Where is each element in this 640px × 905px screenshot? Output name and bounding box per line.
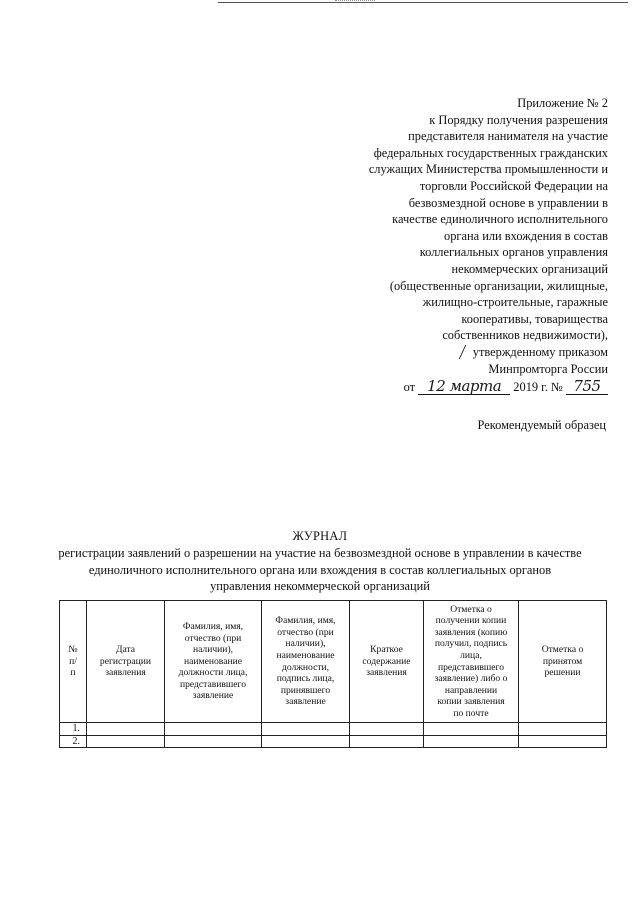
appendix-line: качестве единоличного исполнительного <box>392 212 608 227</box>
column-header-line: копии заявления <box>437 696 505 708</box>
journal-subtitle <box>0 545 640 594</box>
appendix-line: служащих Министерства промышленности и <box>368 162 608 177</box>
column-header-line: отчество (при <box>184 632 242 644</box>
journal-subtitle-line: управления некоммерческой организаций <box>210 579 430 594</box>
journal-subtitle-line: регистрации заявлений о разрешении на участие на безвозмездной основе в управлении в качестве <box>58 546 582 561</box>
table-cell <box>519 735 607 748</box>
appendix-line: представителя нанимателя на участие <box>408 129 608 144</box>
column-header-line: подпись лица, <box>276 673 335 685</box>
journal-heading <box>0 528 640 595</box>
table-cell <box>350 735 424 748</box>
appendix-line: к Порядку получения разрешения <box>429 112 608 127</box>
column-header <box>165 601 262 723</box>
journal-table <box>59 600 607 748</box>
column-header-line: Фамилия, имя, <box>275 615 336 627</box>
column-header <box>262 601 350 723</box>
appendix-line: собственников недвижимости), <box>442 328 608 343</box>
column-header-line: Отметка о <box>541 644 584 656</box>
column-header-line: принятом <box>542 655 583 667</box>
appendix-line: коллегиальных органов управления <box>419 245 608 260</box>
column-header-line: заявление <box>285 696 326 708</box>
column-header-line: наименование <box>276 649 335 661</box>
column-header-line: получил, подпись <box>434 638 508 650</box>
column-header-line: должности, <box>281 661 330 673</box>
table-cell <box>87 723 165 736</box>
appendix-line: Приложение № 2 <box>517 96 608 110</box>
column-header-line: п <box>70 667 76 679</box>
table-body <box>60 723 607 748</box>
column-header-line: получении копии <box>435 615 507 627</box>
row-number-cell: 2. <box>60 735 87 748</box>
column-header-line: наличии), <box>285 638 326 650</box>
appendix-line: безвозмездной основе в управлении в <box>408 195 608 210</box>
order-prefix: от <box>403 380 416 395</box>
column-header <box>519 601 607 723</box>
column-header-line: № <box>68 644 78 656</box>
column-header-line: отчество (при <box>277 626 334 638</box>
table-cell <box>262 723 350 736</box>
recommended-sample-label: Рекомендуемый образец <box>477 418 606 432</box>
column-header-line: Фамилия, имя, <box>182 620 244 632</box>
column-header-line: представившего <box>437 661 505 673</box>
column-header-line: по почте <box>453 707 489 719</box>
column-header-line: заявления <box>105 667 146 679</box>
appendix-lines <box>318 95 608 377</box>
column-header-line: Краткое <box>370 644 403 656</box>
table-cell <box>350 723 424 736</box>
handwritten-order-date: 12 марта <box>418 378 510 395</box>
appendix-line: утвержденному приказом <box>472 344 608 359</box>
table-cell <box>519 723 607 736</box>
column-header-line: заявление) либо о <box>434 673 508 685</box>
appendix-line: жилищно-строительные, гаражные <box>422 295 608 310</box>
column-header <box>350 601 424 723</box>
column-header <box>424 601 519 723</box>
column-header-line: п/ <box>69 655 77 667</box>
journal-subtitle-line: единоличного исполнительного органа или вхождения в состав коллегиальных органов <box>88 562 552 577</box>
appendix-line: Минпромторга России <box>488 361 608 376</box>
row-number-cell: 1. <box>60 723 87 736</box>
handwritten-order-number: 755 <box>566 378 608 395</box>
order-line <box>318 378 608 396</box>
order-year: 2019 г. № <box>513 380 563 395</box>
column-header-line: наличии), <box>192 644 234 656</box>
table-cell <box>87 735 165 748</box>
column-header <box>60 601 87 723</box>
column-header-line: представившего <box>179 678 247 690</box>
table-cell <box>424 735 519 748</box>
scan-top-line <box>218 2 628 3</box>
column-header-line: Дата <box>115 644 136 656</box>
column-header-line: заявления <box>366 667 407 679</box>
column-header-line: принявшего <box>280 684 331 696</box>
column-header-line: наименование <box>184 655 242 667</box>
column-header <box>87 601 165 723</box>
table-cell <box>424 723 519 736</box>
column-header-line: лица, <box>460 649 482 661</box>
column-header-line: должности лица, <box>178 667 248 679</box>
column-header-line: заявления (копию <box>434 626 508 638</box>
appendix-line: (общественные организации, жилищные, <box>389 278 608 293</box>
column-header-line: регистрации <box>99 655 152 667</box>
table-cell <box>262 735 350 748</box>
scan-noise <box>335 0 375 3</box>
table-row <box>60 735 607 748</box>
column-header-line: Отметка о <box>450 603 492 615</box>
journal-title: ЖУРНАЛ <box>292 529 348 543</box>
table-cell <box>165 735 262 748</box>
table-row <box>60 723 607 736</box>
appendix-line: кооперативы, товарищества <box>461 311 608 326</box>
column-header-line: заявление <box>192 690 234 702</box>
column-header-line: решении <box>544 667 581 679</box>
appendix-line: органа или вхождения в состав <box>444 228 608 243</box>
appendix-line: торговли Российской Федерации на <box>419 178 608 193</box>
column-header-line: направлении <box>444 684 498 696</box>
appendix-line: федеральных государственных гражданских <box>373 145 608 160</box>
table-header-row <box>60 601 607 723</box>
table-cell <box>165 723 262 736</box>
appendix-line: некоммерческих организаций <box>451 261 608 276</box>
column-header-line: содержание <box>362 655 411 667</box>
